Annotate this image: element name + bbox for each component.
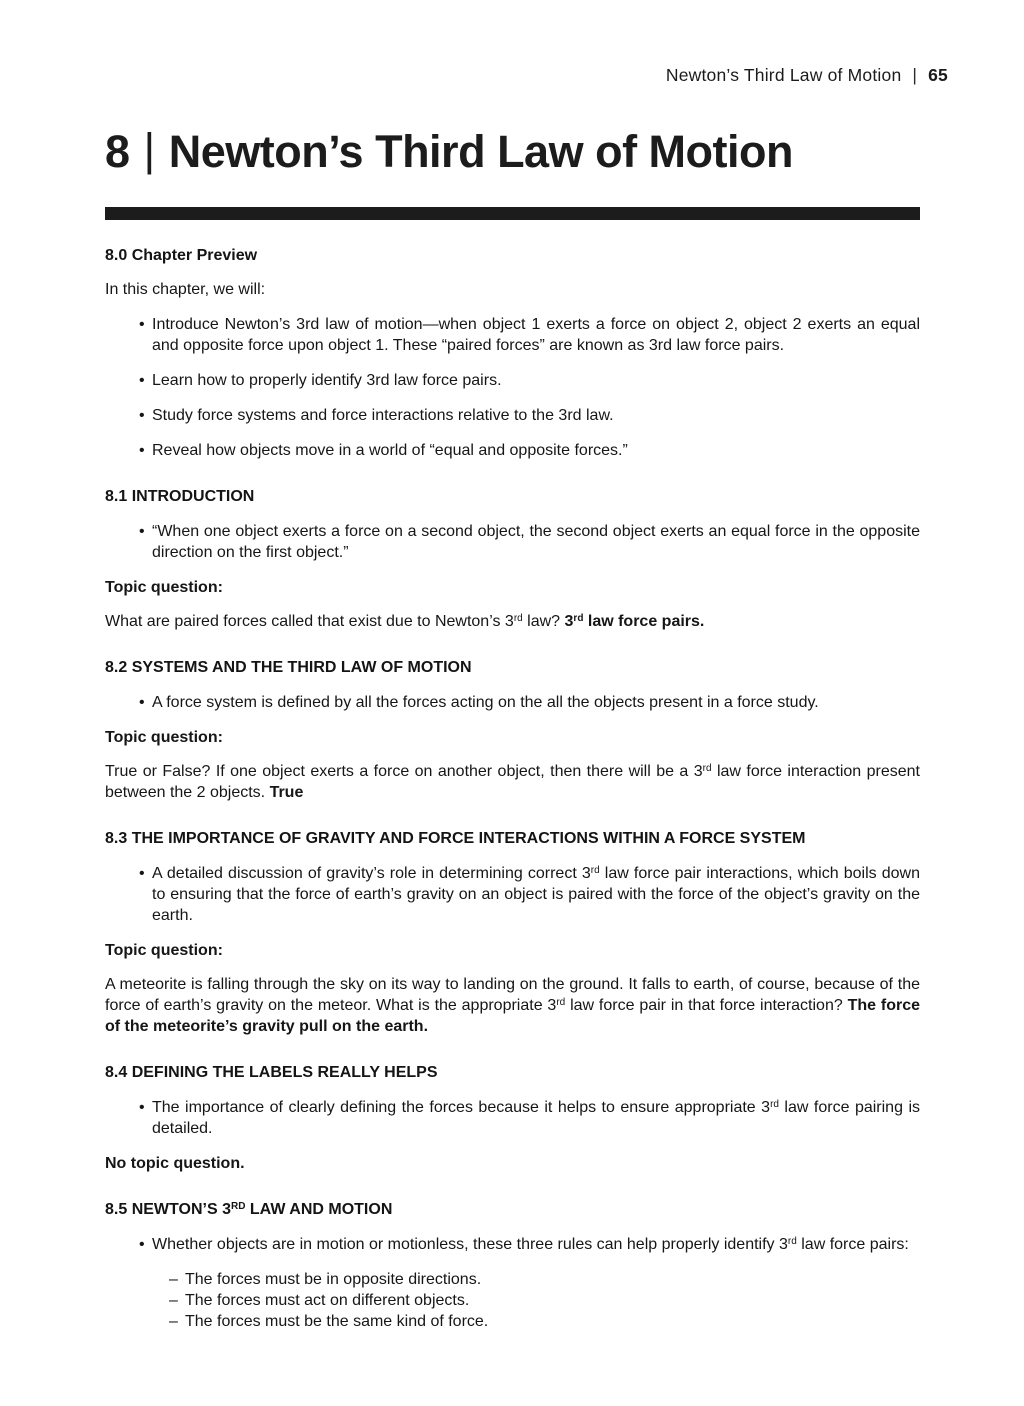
text-segment: The forces must be the same kind of force.: [185, 1313, 489, 1330]
text-segment: LAW AND MOTION: [245, 1201, 393, 1218]
text-segment: law force pairs.: [583, 613, 705, 630]
dash-list: [105, 1269, 920, 1332]
text-segment: law force pairing is detailed.: [152, 1099, 920, 1137]
list-item: [105, 1311, 920, 1332]
section-heading: [105, 1063, 920, 1083]
text-segment: Reveal how objects move in a world of “equal and opposite forces.”: [152, 442, 628, 459]
title-rule: [105, 207, 920, 220]
text-segment: Topic question:: [105, 942, 223, 959]
text-segment: What are paired forces called that exist due to Newton’s 3: [105, 613, 514, 630]
running-head-title: Newton’s Third Law of Motion: [665, 65, 902, 85]
list-item: [105, 314, 920, 356]
text-segment: Study force systems and force interactions relative to the 3rd law.: [152, 407, 614, 424]
list-item: [105, 863, 920, 926]
list-item: [105, 440, 920, 461]
section-heading: [105, 1200, 920, 1220]
text-segment: No topic question.: [105, 1155, 245, 1172]
bullet-marker: •: [139, 372, 145, 389]
text-segment: rd: [770, 1099, 779, 1110]
chapter-number: 8: [105, 126, 130, 177]
list-item: [105, 1269, 920, 1290]
bullet-list: [105, 314, 920, 461]
text-segment: rd: [787, 1236, 797, 1247]
text-segment: Topic question:: [105, 579, 223, 596]
list-item: [105, 1097, 920, 1139]
dash-marker: –: [169, 1313, 178, 1330]
text-segment: True: [269, 784, 304, 801]
paragraph: [105, 1153, 920, 1174]
list-item: [105, 405, 920, 426]
text-segment: 8.4 DEFINING THE LABELS REALLY HELPS: [105, 1064, 438, 1081]
page-number: 65: [928, 65, 948, 85]
text-segment: The forces must act on different objects.: [185, 1292, 470, 1309]
section-heading: [105, 658, 920, 678]
text-segment: A detailed discussion of gravity’s role in determining correct 3: [152, 865, 591, 882]
text-segment: 8.3 THE IMPORTANCE OF GRAVITY AND FORCE INTERACTIONS WITHIN A FORCE SYSTEM: [105, 830, 806, 847]
bullet-marker: •: [139, 1099, 145, 1116]
dash-marker: –: [169, 1271, 178, 1288]
list-item: [105, 370, 920, 391]
text-segment: rd: [556, 997, 566, 1008]
paragraph: [105, 974, 920, 1037]
chapter-title-separator: |: [143, 124, 155, 175]
bullet-marker: •: [139, 407, 145, 424]
text-segment: rd: [513, 613, 523, 624]
text-segment: 8.0 Chapter Preview: [105, 247, 258, 264]
page-content: [105, 0, 920, 1406]
paragraph: [105, 611, 920, 632]
sections: [105, 246, 920, 1406]
bullet-marker: •: [139, 442, 145, 459]
text-segment: True or False? If one object exerts a force on another object, then there will be a 3: [105, 763, 703, 780]
bullet-marker: •: [139, 865, 145, 882]
bullet-marker: •: [139, 694, 145, 711]
list-item: [105, 1290, 920, 1311]
chapter-title-text: Newton’s Third Law of Motion: [168, 126, 793, 177]
text-segment: The force of the meteorite’s gravity pull on the earth.: [105, 997, 920, 1035]
bullet-list: [105, 692, 920, 713]
text-segment: law force pairs:: [796, 1236, 909, 1253]
text-segment: law force interaction present between the 2 objects.: [105, 763, 920, 801]
text-segment: A force system is defined by all the forces acting on the all the objects present in a force study.: [152, 694, 819, 711]
list-item: [105, 692, 920, 713]
section-heading: [105, 246, 920, 266]
text-segment: 8.1 INTRODUCTION: [105, 488, 255, 505]
text-segment: 8.2 SYSTEMS AND THE THIRD LAW OF MOTION: [105, 659, 472, 676]
text-segment: The importance of clearly defining the forces because it helps to ensure appropriate 3: [152, 1099, 771, 1116]
list-item: [105, 1234, 920, 1255]
list-item: [105, 521, 920, 563]
text-segment: rd: [590, 865, 600, 876]
text-segment: rd: [573, 613, 584, 624]
text-segment: Learn how to properly identify 3rd law force pairs.: [152, 372, 502, 389]
bullet-marker: •: [139, 1236, 145, 1253]
bullet-list: [105, 1097, 920, 1139]
text-segment: law force pair interactions, which boils down to ensuring that the force of earth’s gravity on an object is paired with the force of the object’s gravity on the earth.: [152, 865, 921, 924]
text-segment: Topic question:: [105, 729, 223, 746]
text-segment: In this chapter, we will:: [105, 281, 266, 298]
text-segment: law force pair in that force interaction?: [565, 997, 848, 1014]
text-segment: The forces must be in opposite directions.: [185, 1271, 482, 1288]
bullet-list: [105, 521, 920, 563]
paragraph: [105, 727, 920, 748]
text-segment: 3: [564, 613, 574, 630]
text-segment: law?: [522, 613, 565, 630]
text-segment: Whether objects are in motion or motionless, these three rules can help properly identify 3: [152, 1236, 788, 1253]
running-head-separator: |: [912, 65, 918, 85]
paragraph: [105, 577, 920, 598]
text-segment: rd: [702, 763, 712, 774]
text-segment: 8.5 NEWTON’S 3: [105, 1201, 231, 1218]
text-segment: A meteorite is falling through the sky on its way to landing on the ground. It falls to earth, of course, because of the force of earth’s gravity on the meteor. What is the appropriate 3: [105, 976, 920, 1014]
text-segment: “When one object exerts a force on a second object, the second object exerts an equal force in the opposite direction on the first object.”: [152, 523, 920, 561]
paragraph: [105, 279, 920, 300]
bullet-marker: •: [139, 523, 145, 540]
text-segment: RD: [230, 1201, 246, 1212]
section-heading: [105, 487, 920, 507]
bullet-marker: •: [139, 316, 145, 333]
paragraph: [105, 940, 920, 961]
bullet-list: [105, 1234, 920, 1255]
section-heading: [105, 829, 920, 849]
bullet-list: [105, 863, 920, 926]
dash-marker: –: [169, 1292, 178, 1309]
paragraph: [105, 761, 920, 803]
chapter-title: [105, 124, 920, 180]
text-segment: Introduce Newton’s 3rd law of motion—when object 1 exerts a force on object 2, object 2 exerts an equal and opposite force upon object 1. These “paired forces” are known as 3rd law force pairs.: [152, 316, 920, 354]
